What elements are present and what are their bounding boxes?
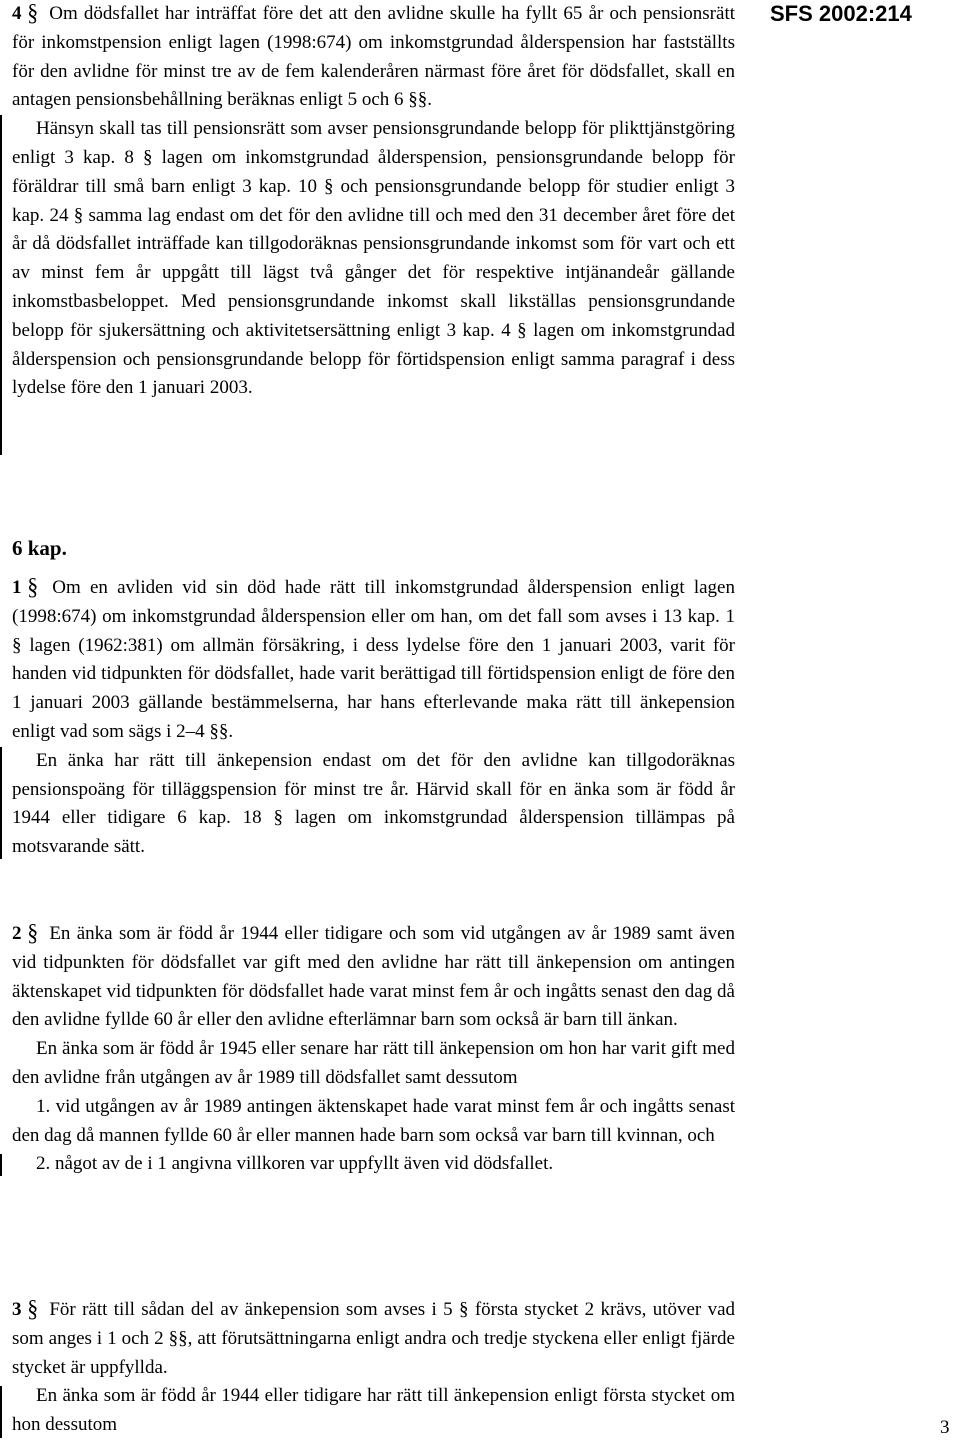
section-2 — [12, 920, 735, 1179]
paragraph-text: En änka har rätt till änkepension endast om det för den avlidne kan tillgodoräknas pensionspoäng för tilläggspension för minst tre år. Härvid skall för en änka som är född år 1944 eller tidigare 6 kap. 18 § lagen om inkomstgrundad ålderspension tillämpas på motsvarande sätt. — [12, 749, 735, 858]
section-2-list-item-1 — [12, 1093, 735, 1151]
change-bar — [0, 747, 2, 859]
section-sign-icon: § — [26, 1295, 38, 1323]
change-bar — [0, 115, 2, 455]
paragraph-text: Om en avliden vid sin död hade rätt till inkomstgrundad ålderspension enligt lagen (1998:674) om inkomstgrundad ålderspension eller om han, om det fall som avses i 13 kap. 1 § lagen (1962:381) om allmän försäkring, i dess lydelse före den 1 januari 2003, varit för handen vid tidpunkten för dödsfallet, hade varit berättigad till förtidspension enligt de före den 1 januari 2003 gällande bestämmelserna, har hans efterlevande maka rätt till änkepension enligt vad som sägs i 2–4 §§. — [12, 577, 735, 742]
list-item-text: 1. vid utgången av år 1989 antingen äktenskapet hade varat minst fem år och ingåtts senast den dag då mannen fyllde 60 år eller mannen hade barn som också var barn till kvinnan, och — [12, 1095, 735, 1146]
paragraph-text: För rätt till sådan del av änkepension som avses i 5 § första stycket 2 krävs, utöver vad som anges i 1 och 2 §§, att förutsättningarna enligt andra och tredje styckena eller enligt fjärde stycket är uppfyllda. — [12, 1299, 736, 1378]
section-2-list-item-2 — [12, 1150, 735, 1179]
section-number: 2 — [12, 923, 22, 944]
change-bar — [0, 1154, 2, 1176]
section-3-paragraph-1 — [12, 1296, 735, 1382]
chapter-title: 6 kap. — [12, 536, 67, 560]
paragraph-text: En änka som är född år 1945 eller senare har rätt till änkepension om hon har varit gift med den avlidne från utgången av år 1989 till dödsfallet samt dessutom — [12, 1038, 735, 1088]
section-sign-icon: § — [26, 919, 38, 947]
list-item-text: 2. något av de i 1 angivna villkoren var uppfyllt även vid dödsfallet. — [36, 1153, 554, 1175]
section-3-paragraph-2 — [12, 1382, 735, 1440]
section-number: 3 — [12, 1299, 22, 1320]
section-1-paragraph-1 — [12, 574, 735, 747]
section-sign-icon: § — [26, 0, 38, 27]
change-bar — [0, 1386, 2, 1438]
page-number: 3 — [940, 1417, 950, 1438]
section-4 — [12, 0, 735, 403]
paragraph-text: En änka som är född år 1944 eller tidigare har rätt till änkepension enligt första stycket om hon dessutom — [12, 1385, 735, 1436]
sfs-number: SFS 2002:214 — [770, 1, 912, 26]
section-1 — [12, 574, 735, 862]
section-sign-icon: § — [26, 573, 38, 601]
section-4-paragraph-2 — [12, 115, 735, 403]
section-1-paragraph-2 — [12, 747, 735, 862]
section-3 — [12, 1296, 735, 1440]
section-number: 1 — [12, 577, 22, 598]
section-4-paragraph-1 — [12, 0, 735, 115]
section-2-paragraph-2 — [12, 1035, 735, 1093]
paragraph-text: Om dödsfallet har inträffat före det att den avlidne skulle ha fyllt 65 år och pensionsrätt för inkomstpension enligt lagen (1998:674) om inkomstgrundad ålderspension har fastställts för den avlidne för minst tre av de fem kalenderåren närmast före året för dödsfallet, skall en antagen pensionsbehållning beräknas enligt 5 och 6 §§. — [12, 3, 736, 111]
section-number: 4 — [12, 3, 22, 24]
paragraph-text: Hänsyn skall tas till pensionsrätt som avser pensionsgrundande belopp för plikttjänstgöring enligt 3 kap. 8 § lagen om inkomstgrundad ålderspension, pensionsgrundande belopp för föräldrar till små barn enligt 3 kap. 10 § och pensionsgrundande belopp för studier enligt 3 kap. 24 § samma lag endast om det för den avlidne till och med den 31 december året före det år då dödsfallet inträffade kan tillgodoräknas pensionsgrundande inkomst som för vart och ett av minst fem år uppgått till lägst två gånger det för respektive intjänandeår gällande inkomstbasbeloppet. Med pensionsgrundande inkomst skall likställas pensionsgrundande belopp för sjukersättning och aktivitetsersättning enligt 3 kap. 4 § lagen om inkomstgrundad ålderspension och pensionsgrundande belopp för förtidspension enligt samma paragraf i dess lydelse före den 1 januari 2003. — [12, 118, 735, 399]
section-2-paragraph-1 — [12, 920, 735, 1035]
paragraph-text: En änka som är född år 1944 eller tidigare och som vid utgången av år 1989 samt även vid tidpunkten för dödsfallet var gift med den avlidne har rätt till änkepension om antingen äktenskapet vid tidpunkten för dödsfallet hade varat minst fem år och ingåtts senast den dag då den avlidne fyllde 60 år eller den avlidne efterlämnar barn som också är barn till änkan. — [12, 923, 736, 1031]
